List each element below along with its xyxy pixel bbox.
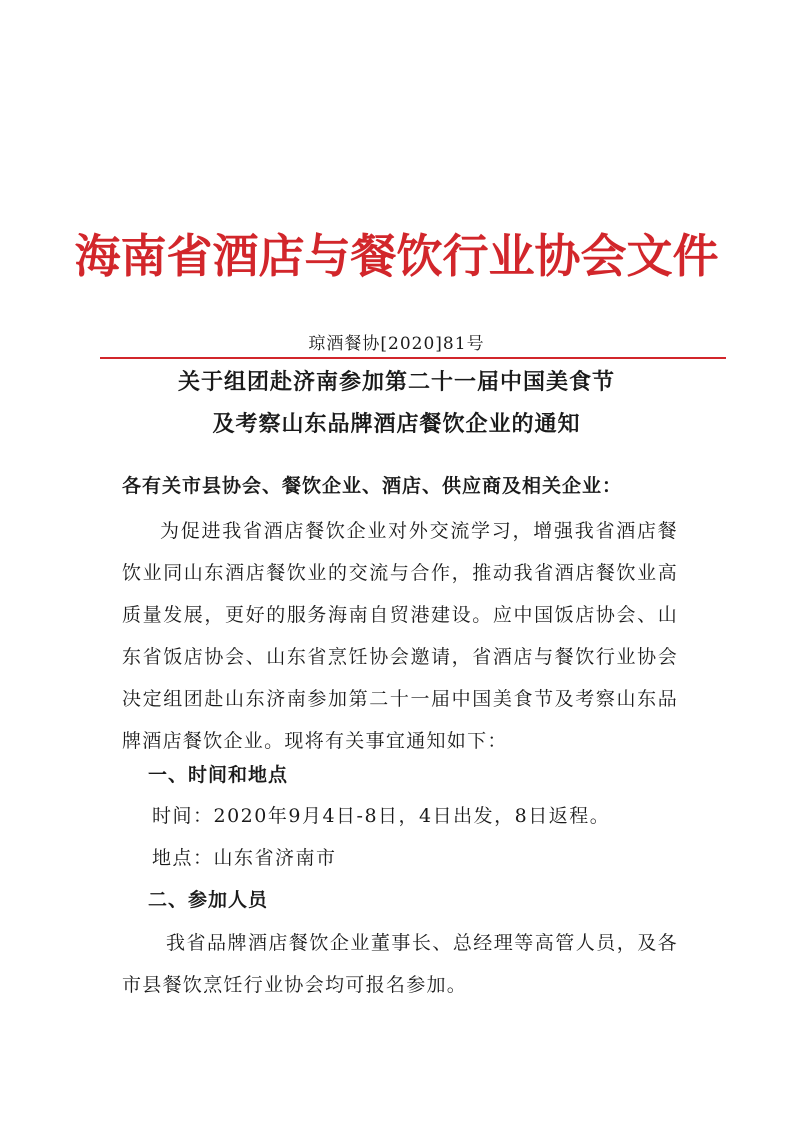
time-line: 时间：2020年9月4日-8日，4日出发，8日返程。 xyxy=(152,805,611,827)
section-heading-time-place: 一、时间和地点 xyxy=(148,764,289,786)
red-divider xyxy=(100,357,726,359)
place-line: 地点：山东省济南市 xyxy=(152,847,337,869)
notice-title-line2: 及考察山东品牌酒店餐饮企业的通知 xyxy=(212,411,581,437)
participants-paragraph: 我省品牌酒店餐饮企业董事长、总经理等高管人员，及各市县餐饮烹饪行业协会均可报名参加。 xyxy=(122,932,678,996)
section-heading-participants: 二、参加人员 xyxy=(148,889,269,911)
salutation: 各有关市县协会、餐饮企业、酒店、供应商及相关企业： xyxy=(122,475,623,497)
document-number: 琼酒餐协[2020]81号 xyxy=(308,334,485,354)
org-header-title: 海南省酒店与餐饮行业协会文件 xyxy=(74,229,719,283)
notice-title-line1: 关于组团赴济南参加第二十一届中国美食节 xyxy=(177,369,615,395)
intro-paragraph: 为促进我省酒店餐饮企业对外交流学习，增强我省酒店餐饮业同山东酒店餐饮业的交流与合作，推动我省酒店餐饮业高质量发展，更好的服务海南自贸港建设。应中国饭店协会、山东省饭店协会、山东省烹饪协会邀请，省酒店与餐饮行业协会决定组团赴山东济南参加第二十一届中国美食节及考察山东品牌酒店餐饮企业。现将有关事宜通知如下： xyxy=(122,520,678,752)
